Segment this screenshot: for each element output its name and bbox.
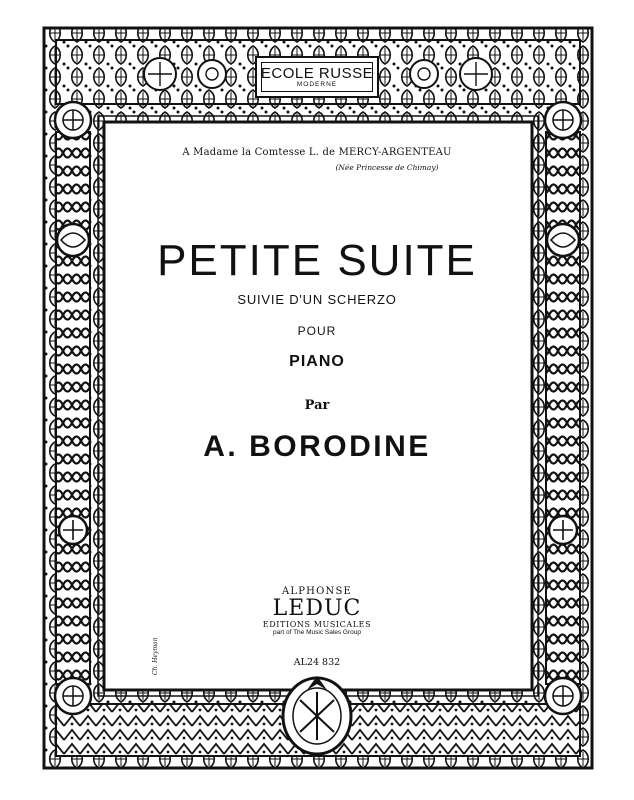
dedication-line2: (Née Princesse de Chimay) (335, 163, 439, 172)
publisher-line1: ALPHONSE (281, 586, 352, 597)
publisher-line4: part of The Music Sales Group (272, 629, 362, 636)
catalog-number: AL24 832 (293, 657, 341, 668)
work-subtitle: SUIVIE D'UN SCHERZO (237, 292, 397, 307)
series-badge-line1: ECOLE RUSSE (260, 65, 374, 82)
artist-signature: Ch. Heyman (152, 637, 159, 675)
dedication-line1: A Madame la Comtesse L. de MERCY-ARGENTEAU (182, 147, 452, 158)
publisher-line2: LEDUC (272, 596, 362, 621)
composer-name: A. BORODINE (203, 430, 431, 463)
pour-label: POUR (297, 324, 337, 338)
publisher-line3: EDITIONS MUSICALES (262, 620, 372, 629)
series-badge (255, 56, 379, 98)
instrument-name: PIANO (289, 353, 345, 370)
work-title: PETITE SUITE (157, 236, 477, 285)
par-label: Par (304, 398, 330, 413)
series-badge-line2: MODERNE (296, 81, 338, 88)
